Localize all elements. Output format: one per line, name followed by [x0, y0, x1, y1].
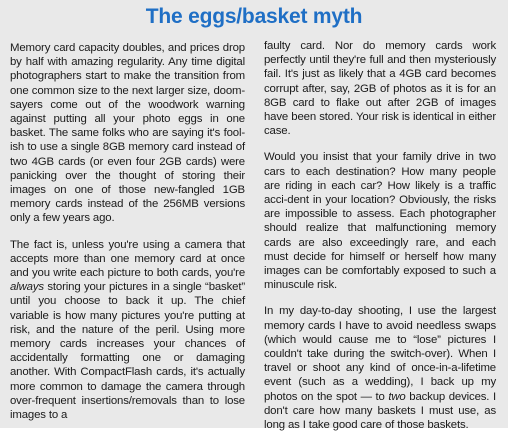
- text-run: The fact is, unless you're using a camera that accepts more than one memory card at once and you write each picture to both cards, you're: [10, 238, 245, 280]
- right-column: [264, 39, 496, 444]
- paragraph: [10, 238, 245, 423]
- text-run: backup devices. I don't care how many baskets I must use, as long as I take good care of those baskets.: [264, 390, 496, 432]
- sidebar-title: The eggs/basket myth: [145, 5, 363, 28]
- paragraph: Would you insist that your family drive in two cars to each destination? How many people are riding in each car? How likely is a traffic acci-dent in your location? Obviously, the risks are impossible to assess. Each photographer should realize that malfunctioning memory cards are also exceedingly rare, and each must decide for himself or herself how many images can be comfortably exposed to such a minuscule risk.: [264, 151, 496, 292]
- emphasis-text: always: [10, 281, 44, 294]
- text-run: storing your pictures in a single “basket” until you choose to back it up. The chief variable is how many pictures you're putting at risk, and the nature of the peril. Using more memory cards increases your chances of accidentally formatting one or damaging another. With CompactFlash cards, it's actually more common to damage the camera through over-frequent insertions/removals than to lose images to a: [10, 281, 245, 422]
- paragraph: [264, 304, 496, 432]
- paragraph: faulty card. Nor do memory cards work perfectly until they're full and then mysteriously fail. It's just as likely that a 4GB card becomes corrupt after, say, 2GB of photos as it is for an 8GB card to flake out after 2GB of images have been stored. Your risk is identical in either case.: [264, 40, 496, 138]
- text-run: In my day-to-day shooting, I use the largest memory cards I have to avoid needless swaps (which would cause me to “lose” pictures I couldn't take during the switch-over). When I travel or shoot any kind of once-in-a-lifetime event (such as a wedding), I back up my photos on the spot — to: [264, 305, 496, 403]
- left-column: [10, 41, 245, 434]
- emphasis-text: two: [388, 390, 406, 403]
- paragraph: Memory card capacity doubles, and prices drop by half with amazing regularity. Any time digital photographers start to make the transition from one common size to the next larger size, doom-sayers come out of the woodwork warning against putting all your photo eggs in one basket. The same folks who are saying it's fool-ish to use a single 8GB memory card instead of two 4GB cards (or even four 2GB cards) were panicking over the thought of storing their images on one of those new-fangled 1GB memory cards instead of the 256MB versions only a few years ago.: [10, 42, 245, 225]
